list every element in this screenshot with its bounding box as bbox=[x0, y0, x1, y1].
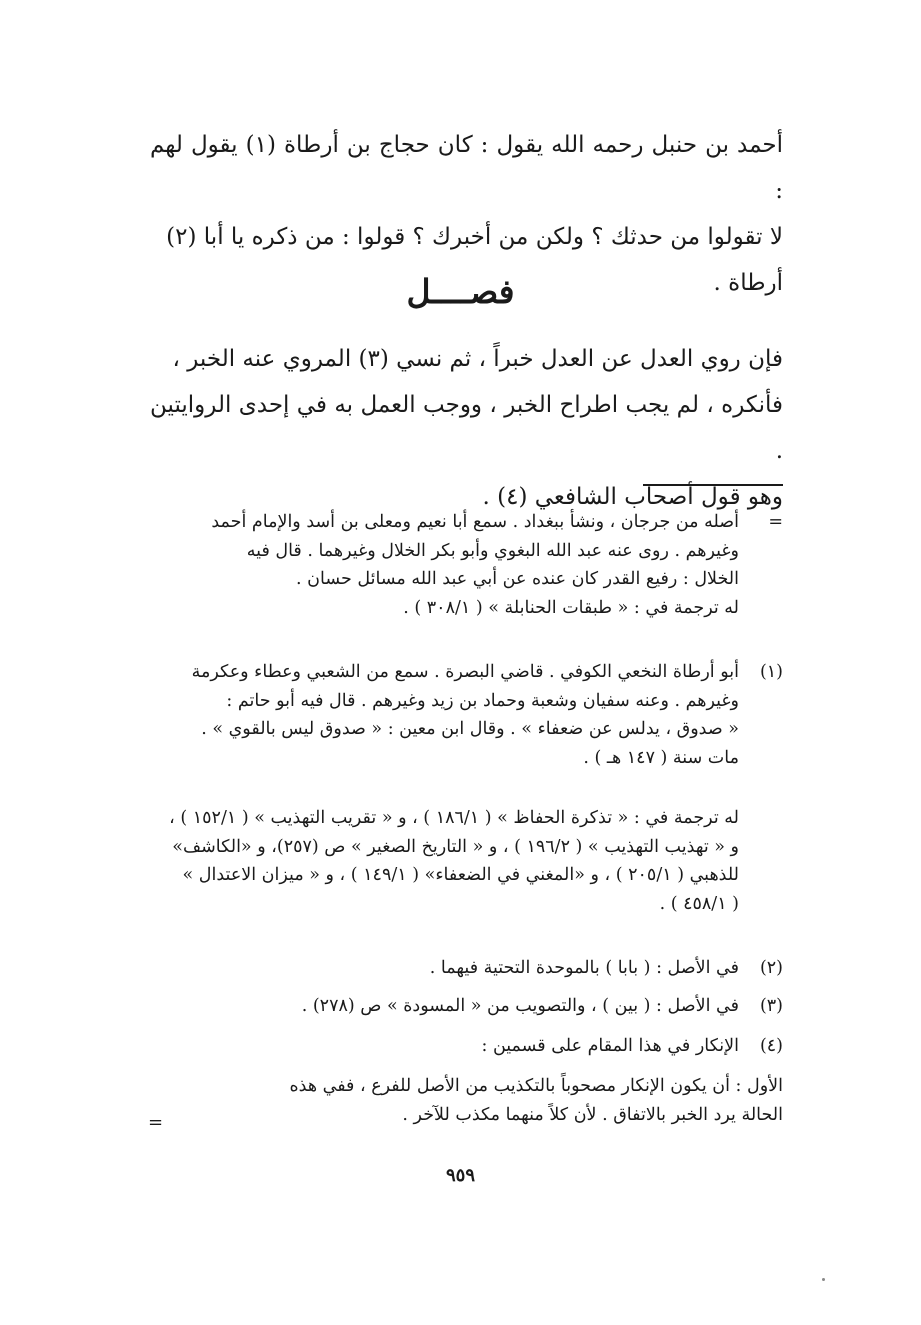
scan-speck bbox=[822, 1278, 825, 1281]
footnote-body bbox=[150, 954, 739, 983]
footnote-separator bbox=[643, 484, 783, 486]
footnote-body bbox=[150, 658, 739, 772]
footnote-line: الحالة يرد الخبر بالاتفاق . لأن كلاً منهما مكذب للآخر . bbox=[402, 1104, 783, 1125]
body-line: فأنكره ، لم يجب اطراح الخبر ، ووجب العمل به في إحدى الروايتين . bbox=[150, 392, 783, 464]
footnote-body bbox=[150, 992, 739, 1021]
footnote-line: و « تهذيب التهذيب » ( ١٩٦/٢ ) ، و « التاريخ الصغير » ص (٢٥٧)، و «الكاشف» bbox=[172, 836, 739, 857]
footnote-marker: (١) bbox=[759, 662, 783, 682]
footnote-marker: (٤) bbox=[759, 1036, 783, 1056]
intro-line: أحمد بن حنبل رحمه الله يقول : كان حجاج بن أرطاة (١) يقول لهم : bbox=[150, 132, 784, 204]
footnote-4 bbox=[150, 1032, 783, 1061]
body-line: فإن روي العدل عن العدل خبراً ، ثم نسي (٣) المروي عنه الخبر ، bbox=[172, 346, 783, 372]
page-number: ٩٥٩ bbox=[445, 1165, 475, 1186]
footnote-line: وغيرهم . وعنه سفيان وشعبة وحماد بن زيد وغيرهم . قال فيه أبو حاتم : bbox=[226, 690, 739, 711]
footnote-marker: = bbox=[768, 512, 783, 532]
footnote-line: « صدوق ، يدلس عن ضعفاء » . وقال ابن معين : « صدوق ليس بالقوي » . bbox=[201, 719, 739, 739]
footnote-continuation bbox=[150, 508, 783, 622]
intro-line: أرطاة . bbox=[713, 270, 783, 296]
footnote-line: ( ٤٥٨/١ ) . bbox=[659, 893, 739, 914]
footnote-1 bbox=[150, 658, 783, 772]
intro-line: لا تقولوا من حدثك ؟ ولكن من أخبرك ؟ قولوا : من ذكره يا أبا (٢) bbox=[166, 224, 783, 250]
footnote-body bbox=[150, 1072, 783, 1129]
footnote-body bbox=[150, 804, 739, 918]
footnote-body bbox=[150, 1032, 739, 1061]
footnote-line: في الأصل : ( بين ) ، والتصويب من « المسودة » ص (٢٧٨) . bbox=[301, 996, 739, 1016]
body-paragraph bbox=[150, 336, 783, 520]
footnote-line: الخلال : رفيع القدر كان عنده عن أبي عبد الله مسائل حسان . bbox=[296, 569, 739, 589]
footnote-1-references bbox=[150, 804, 783, 918]
footnote-line: وغيرهم . روى عنه عبد الله البغوي وأبو بكر الخلال وغيرهما . قال فيه bbox=[246, 540, 739, 561]
footnote-line: أبو أرطاة النخعي الكوفي . قاضي البصرة . سمع من الشعبي وعطاء وعكرمة bbox=[191, 662, 739, 682]
footnote-line: في الأصل : ( بابا ) بالموحدة التحتية فيهما . bbox=[429, 958, 739, 978]
footnote-line: له ترجمة في : « طبقات الحنابلة » ( ٣٠٨/١ ) . bbox=[403, 597, 739, 618]
footnote-4-continuation bbox=[150, 1072, 783, 1129]
footnote-body bbox=[150, 508, 739, 622]
footnote-line: الأول : أن يكون الإنكار مصحوباً بالتكذيب من الأصل للفرع ، ففي هذه bbox=[289, 1076, 783, 1096]
footnote-3 bbox=[150, 992, 783, 1021]
footnote-marker: (٣) bbox=[759, 996, 783, 1016]
footnote-line: للذهبي ( ٢٠٥/١ ) ، و «المغني في الضعفاء» ( ١٤٩/١ ) ، و « ميزان الاعتدال » bbox=[182, 865, 739, 885]
section-heading: فصــــل bbox=[406, 272, 515, 311]
footnote-line: له ترجمة في : « تذكرة الحفاظ » ( ١٨٦/١ ) ، و « تقريب التهذيب » ( ١٥٢/١ ) ، bbox=[169, 808, 739, 828]
footnote-marker: (٢) bbox=[759, 958, 783, 978]
footnote-line: الإنكار في هذا المقام على قسمين : bbox=[481, 1036, 739, 1056]
body-line: وهو قول أصحاب الشافعي (٤) . bbox=[482, 484, 783, 510]
footnote-2 bbox=[150, 954, 783, 983]
footnote-line: مات سنة ( ١٤٧ هـ ) . bbox=[583, 747, 739, 768]
continues-marker: = bbox=[148, 1112, 164, 1133]
footnote-line: أصله من جرجان ، ونشأ ببغداد . سمع أبا نعيم ومعلى بن أسد والإمام أحمد bbox=[211, 512, 739, 532]
